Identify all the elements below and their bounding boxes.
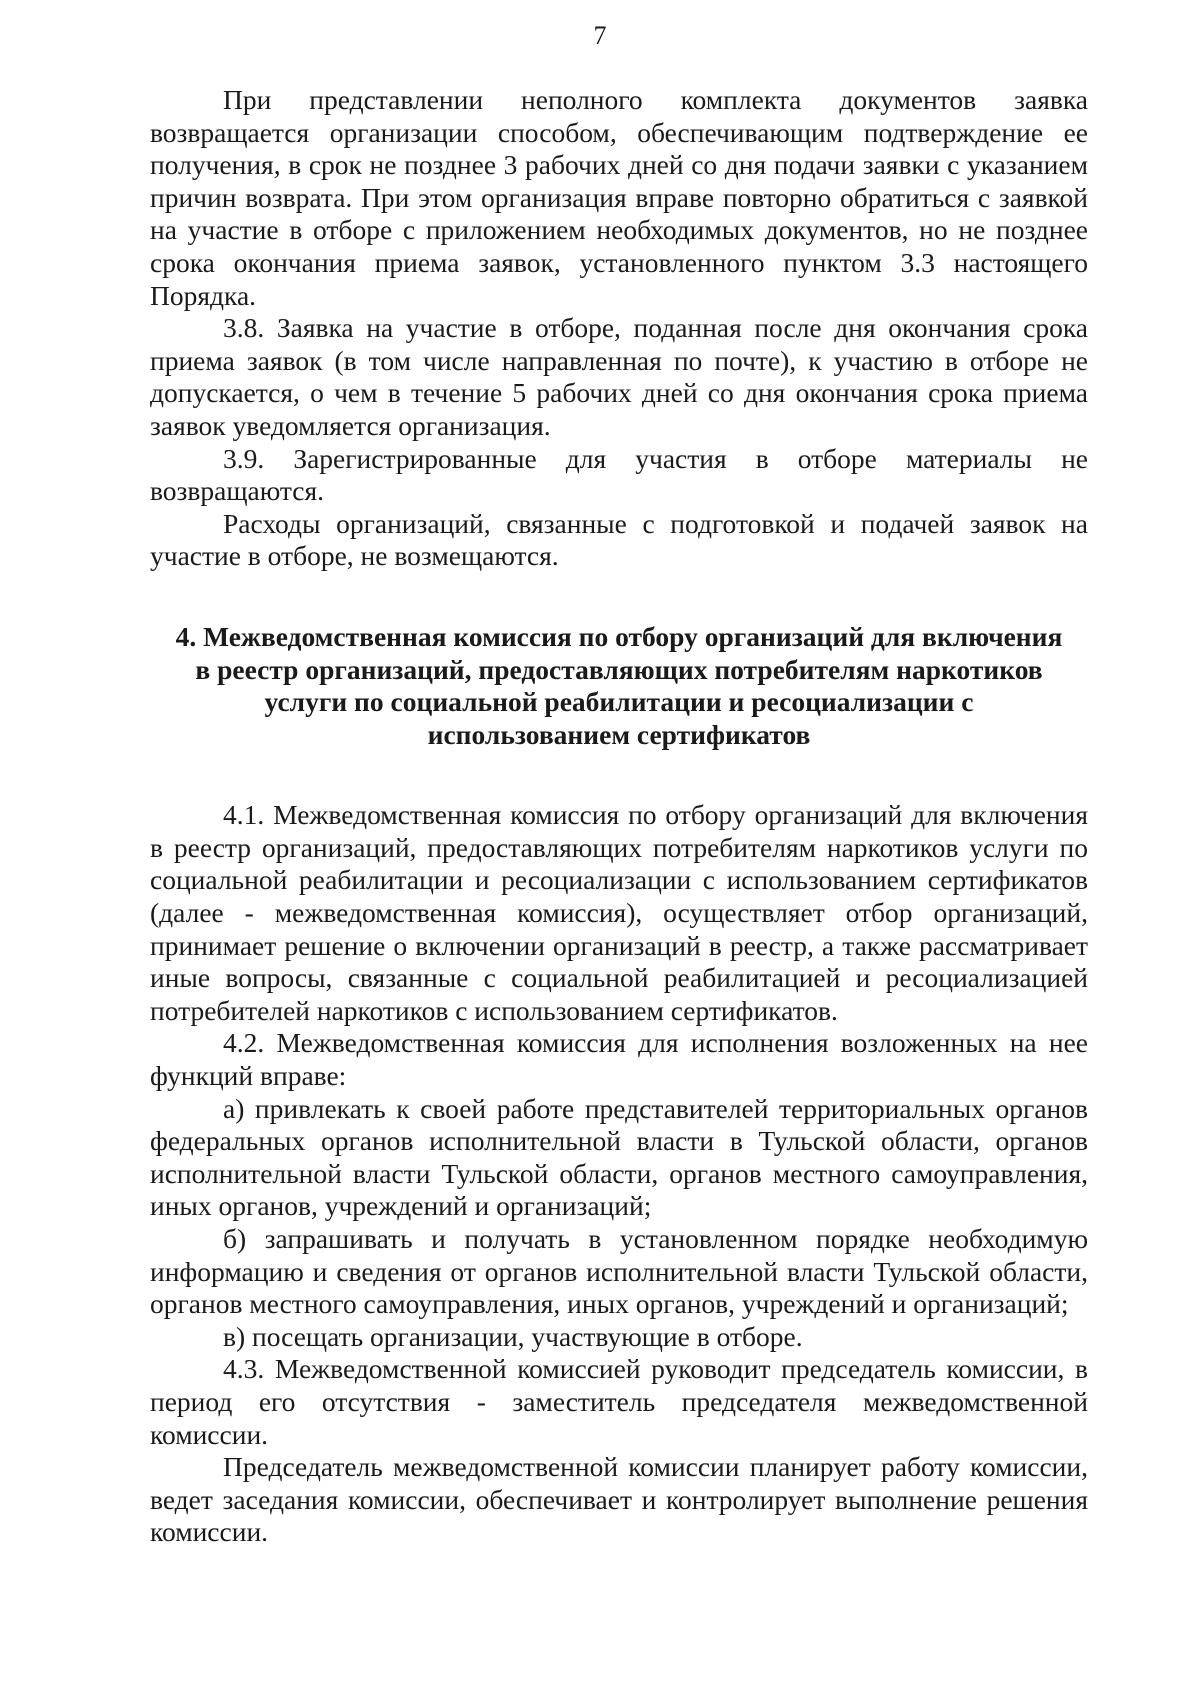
paragraph-3-8: 3.8. Заявка на участие в отборе, поданная после дня окончания срока приема заявок (в том числе направленная по почте), к участию в отборе не допускается, о чем в течение 5 рабочих дней со дня окончания срока приема заявок уведомляется организация. [150,312,1088,441]
section-4-heading [150,621,1088,751]
paragraph-chairman: Председатель межведомственной комиссии планирует работу комиссии, ведет заседания комиссии, обеспечивает и контролирует выполнение решения комиссии. [150,1451,1088,1548]
paragraph-incomplete-documents: При представлении неполного комплекта документов заявка возвращается организации способом, обеспечивающим подтверждение ее получения, в срок не позднее 3 рабочих дней со дня подачи заявки с указанием причин возврата. При этом организация вправе повторно обратиться с заявкой на участие в отборе с приложением необходимых документов, но не позднее срока окончания приема заявок, установленного пунктом 3.3 настоящего Порядка. [150,84,1088,311]
section-4-heading-line-2: в реестр организаций, предоставляющих потребителям наркотиков [195,653,1043,685]
paragraph-4-2-b: б) запрашивать и получать в установленном порядке необходимую информацию и сведения от органов исполнительной власти Тульской области, органов местного самоуправления, иных органов, учреждений и организаций; [150,1223,1088,1320]
paragraph-4-2-v: в) посещать организации, участвующие в отборе. [223,1320,803,1352]
section-4-heading-line-4: использованием сертификатов [427,718,811,750]
paragraph-3-9: 3.9. Зарегистрированные для участия в отборе материалы не возвращаются. [150,442,1088,507]
paragraph-4-2-a: а) привлекать к своей работе представителей территориальных органов федеральных органов исполнительной власти в Тульской области, органов исполнительной власти Тульской области, органов местного самоуправления, иных органов, учреждений и организаций; [150,1092,1088,1222]
paragraph-4-3: 4.3. Межведомственной комиссией руководит председатель комиссии, в период его отсутствия - заместитель председателя межведомственной комиссии. [150,1353,1088,1450]
paragraph-expenses: Расходы организаций, связанные с подготовкой и подачей заявок на участие в отборе, не возмещаются. [150,507,1088,572]
paragraph-4-1: 4.1. Межведомственная комиссия по отбору организаций для включения в реестр организаций, предоставляющих потребителям наркотиков услуги по социальной реабилитации и ресоциализации с использованием сертификатов (далее - межведомственная комиссия), осуществляет отбор организаций, принимает решение о включении организаций в реестр, а также рассматривает иные вопросы, связанные с социальной реабилитацией и ресоциализацией потребителей наркотиков с использованием сертификатов. [150,799,1088,1026]
document-body [150,84,1088,1549]
paragraph-4-2: 4.2. Межведомственная комиссия для исполнения возложенных на нее функций вправе: [150,1027,1088,1092]
page-number: 7 [593,21,607,50]
section-4-heading-line-1: 4. Межведомственная комиссия по отбору организаций для включения [175,620,1063,652]
section-4-heading-line-3: услуги по социальной реабилитации и ресоциализации с [264,686,974,718]
